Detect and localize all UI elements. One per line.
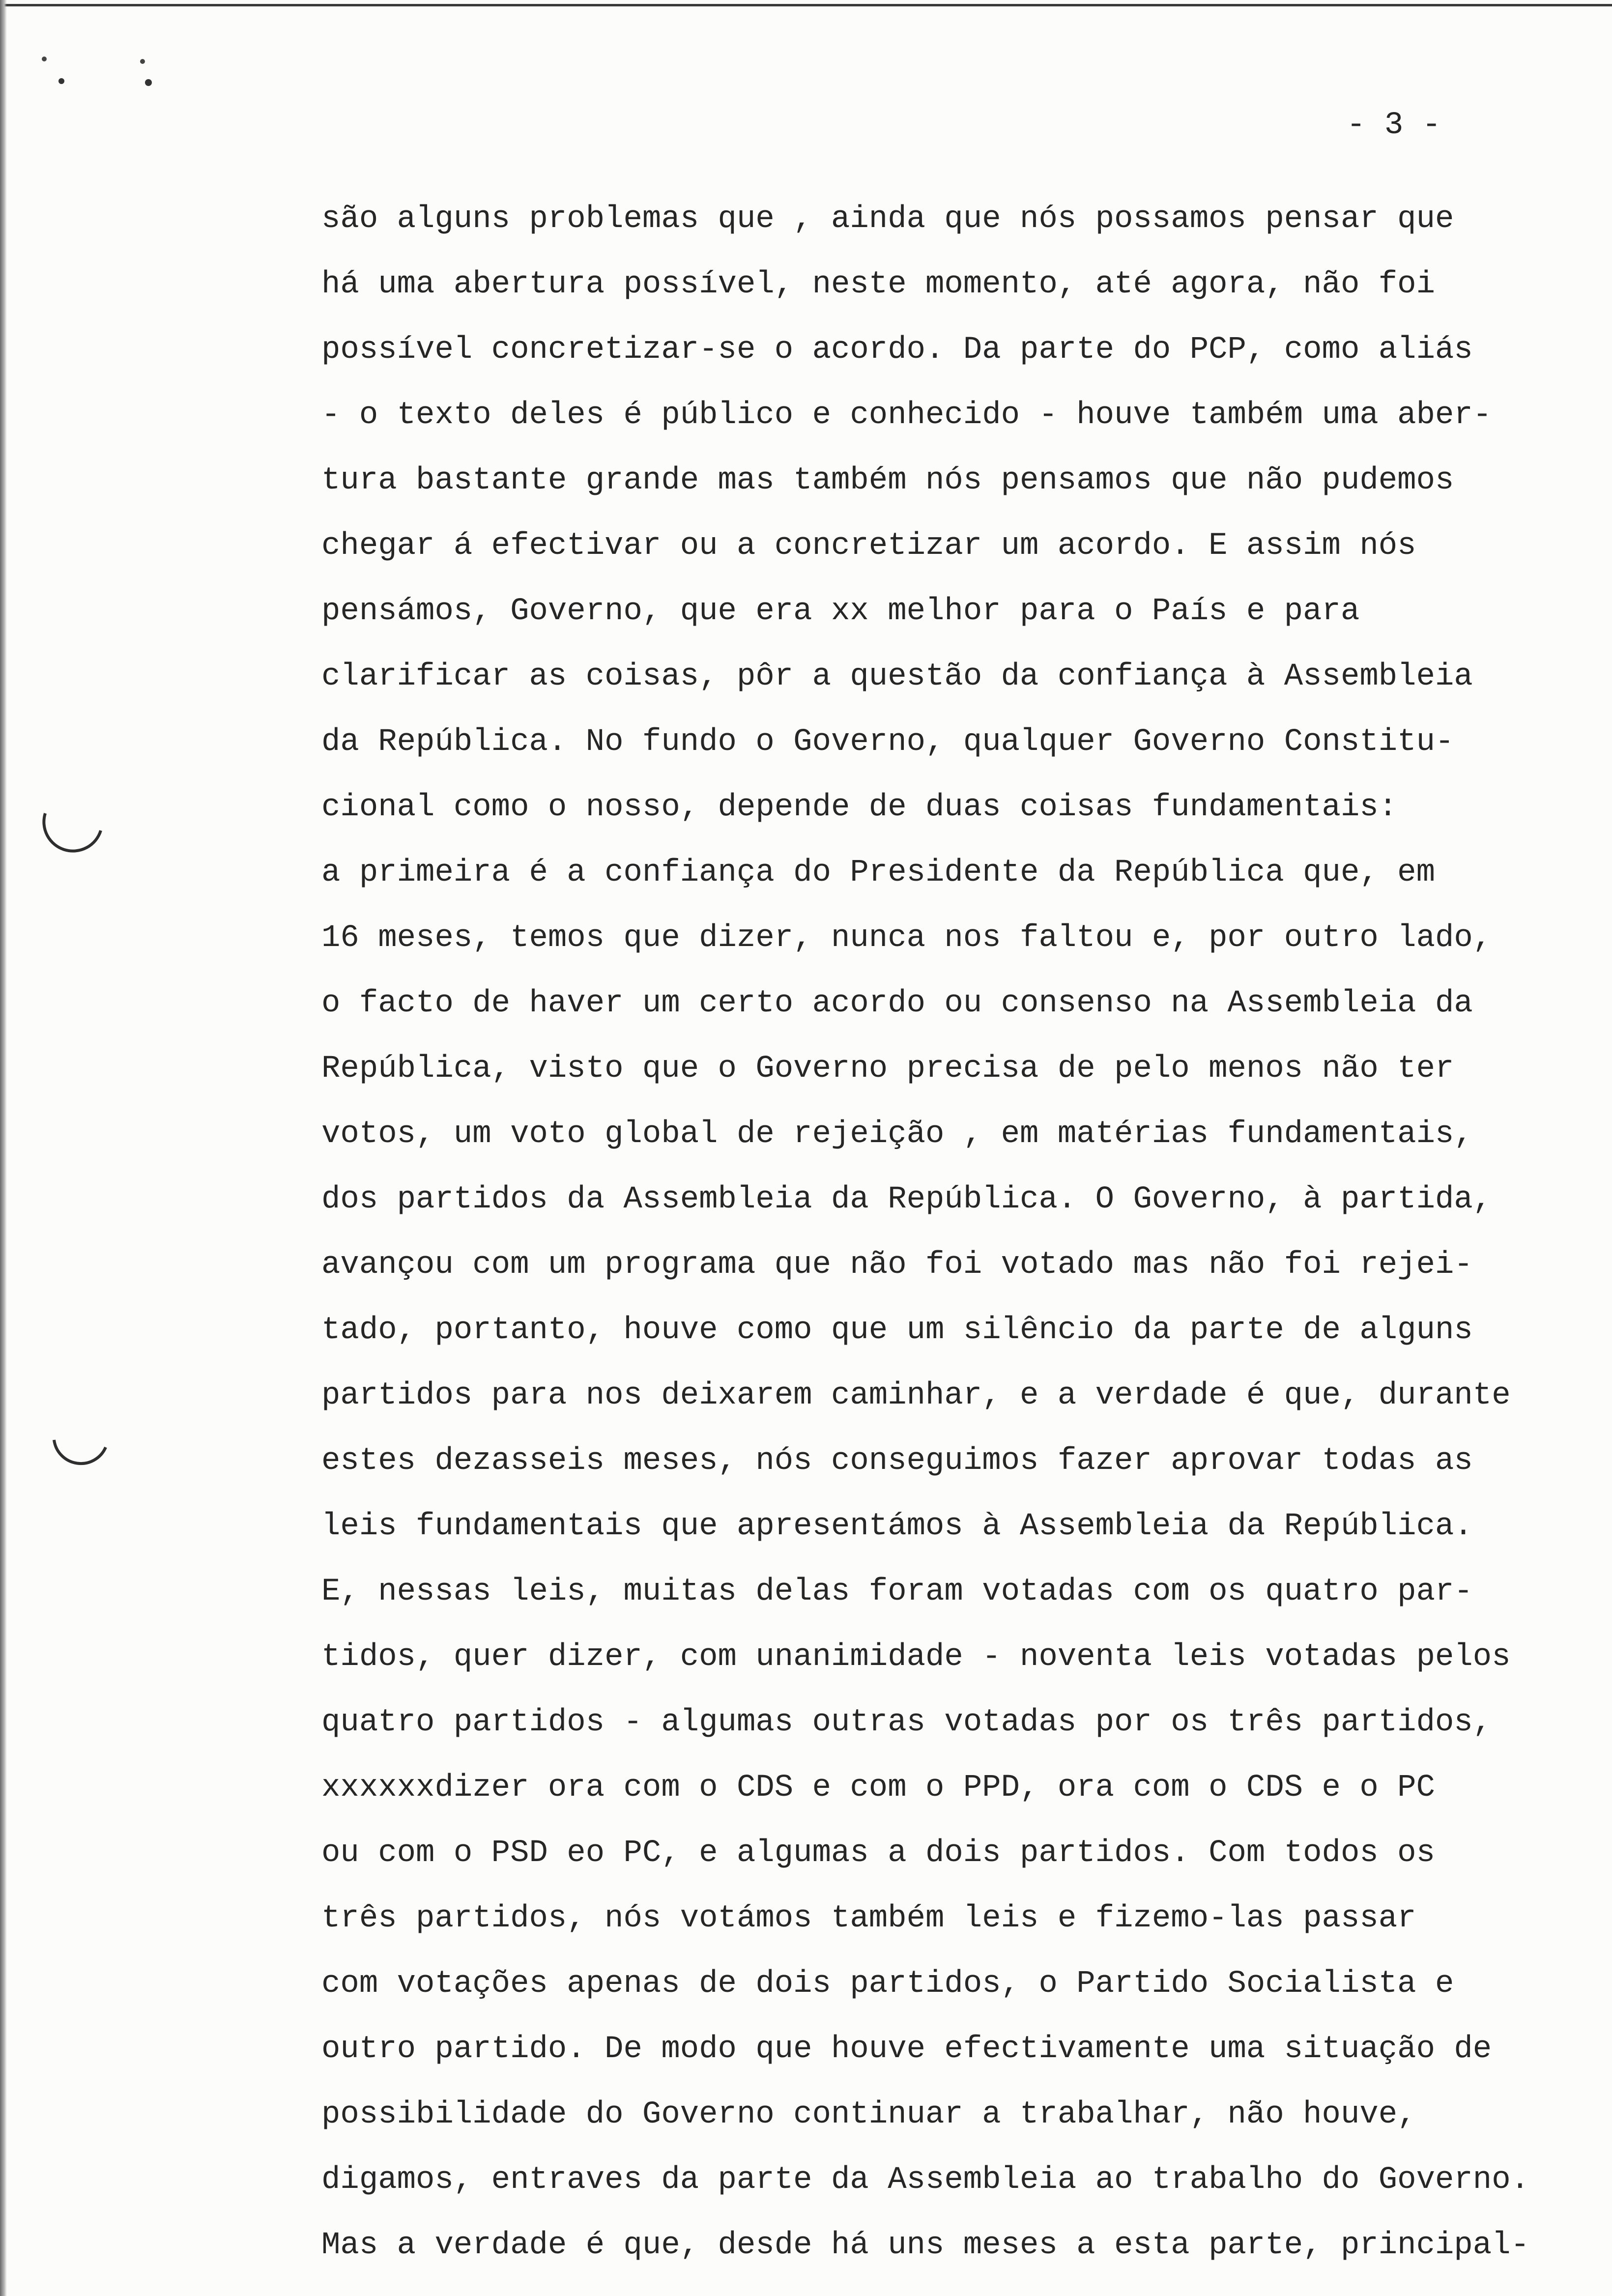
text-line: E, nessas leis, muitas delas foram votadas com os quatro par- <box>321 1574 1473 1609</box>
text-line: cional como o nosso, depende de duas coisas fundamentais: <box>321 790 1398 825</box>
text-line: pensámos, Governo, que era xx melhor para o País e para <box>321 594 1360 629</box>
text-line: votos, um voto global de rejeição , em matérias fundamentais, <box>321 1117 1473 1152</box>
page-number: - 3 - <box>1347 108 1441 143</box>
text-line: Mas a verdade é que, desde há uns meses a esta parte, principal- <box>321 2228 1529 2263</box>
text-line: quatro partidos - algumas outras votadas por os três partidos, <box>321 1705 1492 1740</box>
text-line: são alguns problemas que , ainda que nós possamos pensar que <box>321 201 1454 237</box>
document-body <box>321 187 1599 2278</box>
speck <box>145 79 152 86</box>
text-line: estes dezasseis meses, nós conseguimos fazer aprovar todas as <box>321 1443 1473 1479</box>
punch-hole-arc-upper <box>44 813 101 851</box>
text-line: xxxxxxdizer ora com o CDS e com o PPD, ora com o CDS e o PC <box>321 1770 1435 1806</box>
text-line: digamos, entraves da parte da Assembleia ao trabalho do Governo. <box>321 2162 1529 2198</box>
text-line: ou com o PSD eo PC, e algumas a dois partidos. Com todos os <box>321 1836 1435 1871</box>
text-line: outro partido. De modo que houve efectivamente uma situação de <box>321 2032 1492 2067</box>
text-line: 16 meses, temos que dizer, nunca nos faltou e, por outro lado, <box>321 920 1492 956</box>
text-line: tidos, quer dizer, com unanimidade - noventa leis votadas pelos <box>321 1639 1511 1675</box>
text-line: a primeira é a confiança do Presidente da República que, em <box>321 855 1435 890</box>
text-line: possível concretizar-se o acordo. Da parte do PCP, como aliás <box>321 332 1473 368</box>
speck <box>140 59 145 64</box>
speck <box>42 57 47 61</box>
text-line: avançou com um programa que não foi votado mas não foi rejei- <box>321 1247 1473 1283</box>
text-line: três partidos, nós votámos também leis e fizemo-las passar <box>321 1901 1416 1936</box>
punch-hole-arc-lower <box>54 1440 106 1464</box>
text-line: partidos para nos deixarem caminhar, e a verdade é que, durante <box>321 1378 1511 1413</box>
text-line: tado, portanto, houve como que um silêncio da parte de alguns <box>321 1313 1473 1348</box>
text-line: da República. No fundo o Governo, qualquer Governo Constitu- <box>321 724 1454 760</box>
text-line: dos partidos da Assembleia da República. O Governo, à partida, <box>321 1182 1492 1217</box>
text-line: leis fundamentais que apresentámos à Assembleia da República. <box>321 1509 1473 1544</box>
text-line: possibilidade do Governo continuar a trabalhar, não houve, <box>321 2097 1416 2132</box>
text-line: tura bastante grande mas também nós pensamos que não pudemos <box>321 463 1454 498</box>
text-line: há uma abertura possível, neste momento, até agora, não foi <box>321 267 1435 302</box>
text-line: o facto de haver um certo acordo ou consenso na Assembleia da <box>321 986 1473 1021</box>
top-edge-rule <box>0 4 1612 6</box>
text-line: clarificar as coisas, pôr a questão da confiança à Assembleia <box>321 659 1473 694</box>
text-line: chegar á efectivar ou a concretizar um acordo. E assim nós <box>321 528 1416 564</box>
speck <box>58 78 64 84</box>
punch-hole-marks <box>0 0 197 1573</box>
text-line: República, visto que o Governo precisa de pelo menos não ter <box>321 1051 1454 1087</box>
text-line: - o texto deles é público e conhecido - houve também uma aber- <box>321 398 1492 433</box>
text-line: com votações apenas de dois partidos, o Partido Socialista e <box>321 1966 1454 2002</box>
